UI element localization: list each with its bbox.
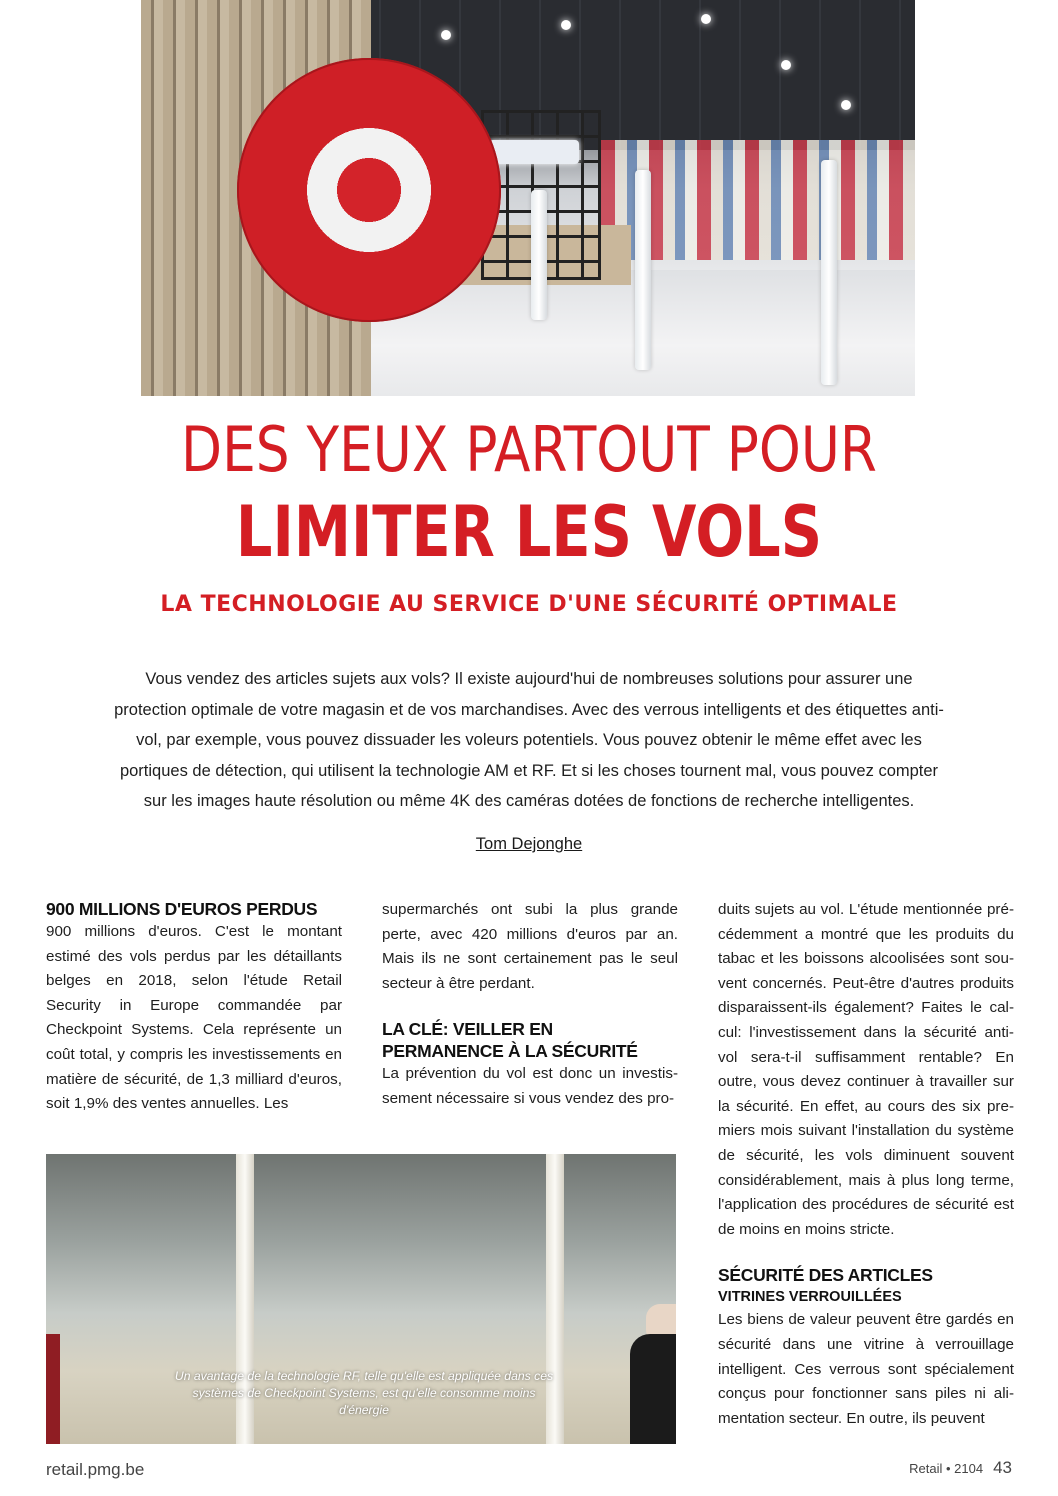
security-gate bbox=[821, 160, 837, 385]
section-heading-key: LA CLÉ: VEILLER EN PERMANENCE À LA SÉCURITÉ bbox=[382, 1019, 638, 1062]
target-logo-sign bbox=[237, 58, 501, 322]
article-column-3 bbox=[718, 898, 1014, 1431]
photo-caption: Un avantage de la technologie RF, telle qu'elle est appliquée dans ces systèmes de Checkpoint Systems, est qu'elle consomme moins d'énergie bbox=[174, 1369, 554, 1417]
article-column-1 bbox=[46, 898, 342, 1117]
column2-text1: supermarchés ont subi la plus grande perte, avec 420 millions d'euros par an. Mais ils ne sont certainement pas le seul secteur à être perdant. bbox=[382, 901, 678, 992]
footer-page-info bbox=[909, 1458, 1012, 1478]
ceiling-lamp bbox=[701, 14, 711, 24]
subheading-locked-cases: VITRINES VERROUILLÉES bbox=[718, 1289, 902, 1306]
footer-website[interactable]: retail.pmg.be bbox=[46, 1460, 145, 1479]
column3-text2: Les biens de valeur peuvent être gardés en sécurité dans une vitrine à verrouillage intelligent. Ces verrous sont spécialement conçus pour fonctionner sans piles ni alimentation secteur. En outre, ils peuvent bbox=[718, 1311, 1014, 1427]
ceiling-lamp bbox=[781, 60, 791, 70]
footer-publication: Retail • 2104 bbox=[909, 1461, 984, 1476]
column3-text1: duits sujets au vol. L'étude mentionnée précédemment a montré que les produits du tabac et les boissons alcoolisées sont souvent concernés. Peut-être d'autres produits disparaissent-ils également? Faites le calcul: l'investissement dans la sécurité anti-vol sera-t-il suffisamment rentable? En outre, vous devez continuer à travailler sur la sécurité. En effet, au cours des six premiers mois suivant l'installation du système de sécurité, les vols diminuent souvent considérablement, mais à plus long terme, l'application des procédures de sécurité est de moins en moins stricte. bbox=[718, 901, 1014, 1238]
headline-line2: LIMITER LES VOLS bbox=[235, 491, 823, 573]
mannequin-right bbox=[630, 1334, 676, 1444]
article-column-2 bbox=[382, 898, 678, 1112]
ceiling-lamp bbox=[841, 100, 851, 110]
mannequin-left bbox=[46, 1334, 60, 1444]
column2-text2: La prévention du vol est donc un investissement nécessaire si vous vendez des pro- bbox=[382, 1065, 678, 1107]
column1-text: 900 millions d'euros. C'est le montant estimé des vols perdus par les détaillants belges en 2018, selon l'étude Retail Security in Europe commandée par Checkpoint Systems. Cela représente un coût total, y compris les investissements en matière de sécurité, de 1,3 milliard d'euros, soit 1,9% des ventes annuelles. Les bbox=[46, 923, 342, 1113]
ceiling-lamp bbox=[441, 30, 451, 40]
security-gate bbox=[531, 190, 547, 320]
section-heading-article-security: SÉCURITÉ DES ARTICLES bbox=[718, 1265, 933, 1286]
cafe-sign bbox=[489, 140, 579, 164]
page-number: 43 bbox=[993, 1458, 1012, 1477]
section-heading-losses: 900 MILLIONS D'EUROS PERDUS bbox=[46, 899, 318, 919]
hero-store-photo bbox=[141, 0, 915, 396]
author-byline bbox=[0, 832, 1058, 856]
headline-subtitle: LA TECHNOLOGIE AU SERVICE D'UNE SÉCURITÉ OPTIMALE bbox=[160, 592, 898, 617]
lead-paragraph: Vous vendez des articles sujets aux vols? Il existe aujourd'hui de nombreuses solutions pour assurer une protection optimale de votre magasin et de vos marchandises. Avec des verrous intelligents et des étiquettes anti-vol, par exemple, vous pouvez dissuader les voleurs potentiels. Vous pouvez obtenir le même effet avec les portiques de détection, qui utilisent la technologie AM et RF. Et si les choses tournent mal, vous pouvez compter sur les images haute résolution ou même 4K des caméras dotées de fonctions de recherche intelligentes. bbox=[114, 670, 944, 810]
headline-line1: DES YEUX PARTOUT POUR bbox=[181, 413, 877, 486]
security-gate bbox=[635, 170, 651, 370]
ceiling-lamp bbox=[561, 20, 571, 30]
author-name: Tom Dejonghe bbox=[475, 835, 583, 853]
